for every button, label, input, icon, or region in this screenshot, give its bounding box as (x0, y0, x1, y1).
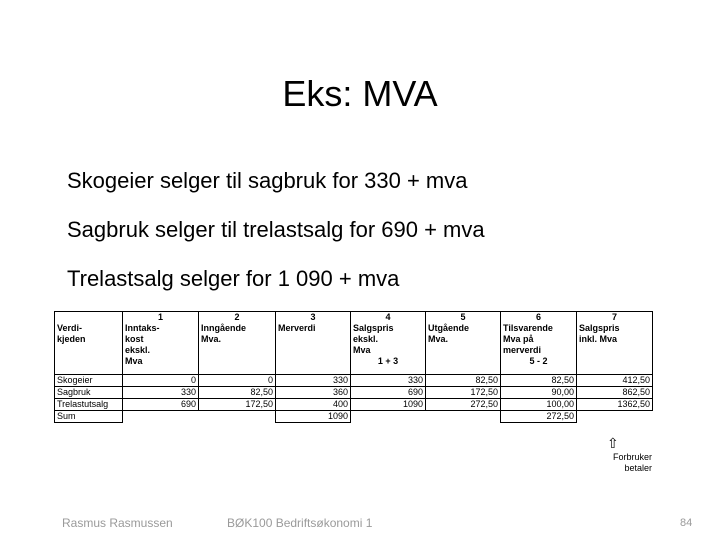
table-cell: 412,50 (577, 375, 653, 387)
table-cell: 1362,50 (577, 399, 653, 411)
header-cell-inngaende-mva: 2 Inngående Mva. (199, 312, 276, 375)
page-number: 84 (680, 517, 693, 529)
table-cell: 690 (351, 387, 426, 399)
table-cell: 272,50 (426, 399, 501, 411)
table-cell: 0 (123, 375, 199, 387)
header-cell-salgspris-inkl: 7 Salgspris inkl. Mva (577, 312, 653, 375)
table-cell: 82,50 (501, 375, 577, 387)
row-label: Sagbruk (55, 387, 123, 399)
table-cell: 400 (276, 399, 351, 411)
table-cell: 0 (199, 375, 276, 387)
table-cell: 690 (123, 399, 199, 411)
header-cell-salgspris-ekskl: 4 Salgspris ekskl. Mva 1 + 3 (351, 312, 426, 375)
sum-mva: 272,50 (501, 411, 577, 423)
bullet-item: Sagbruk selger til trelastsalg for 690 + mva (67, 217, 485, 242)
table-cell: 360 (276, 387, 351, 399)
footer-course: BØK100 Bedriftsøkonomi 1 (227, 516, 373, 530)
consumer-note: Forbruker betaler (612, 452, 652, 473)
bullet-list (67, 166, 485, 313)
table-row (55, 399, 653, 411)
table-cell: 82,50 (426, 375, 501, 387)
row-label: Trelastutsalg (55, 399, 123, 411)
table-cell: 90,00 (501, 387, 577, 399)
table-header-row (55, 312, 653, 375)
vat-table (54, 311, 653, 423)
sum-label: Sum (55, 411, 123, 423)
up-arrow-icon: ⇧ (607, 435, 619, 451)
table-cell: 82,50 (199, 387, 276, 399)
bullet-item: Trelastsalg selger for 1 090 + mva (67, 266, 400, 291)
sum-merverdi: 1090 (276, 411, 351, 423)
header-cell-verdikjeden: Verdi- kjeden (55, 312, 123, 375)
table-cell: 1090 (351, 399, 426, 411)
header-cell-inntakskost: 1 Inntaks- kost ekskl. Mva (123, 312, 199, 375)
row-label: Skogeier (55, 375, 123, 387)
bullet-item: Skogeier selger til sagbruk for 330 + mva (67, 168, 468, 193)
header-cell-tilsvarende-mva: 6 Tilsvarende Mva på merverdi 5 - 2 (501, 312, 577, 375)
table-cell: 172,50 (199, 399, 276, 411)
table-sum-row (55, 411, 653, 423)
header-cell-merverdi: 3 Merverdi (276, 312, 351, 375)
header-cell-utgaende-mva: 5 Utgående Mva. (426, 312, 501, 375)
table-cell: 330 (351, 375, 426, 387)
table-cell: 330 (276, 375, 351, 387)
slide-title: Eks: MVA (282, 73, 438, 114)
table-cell: 172,50 (426, 387, 501, 399)
table-cell: 330 (123, 387, 199, 399)
table-cell: 100,00 (501, 399, 577, 411)
table-row (55, 387, 653, 399)
footer-author: Rasmus Rasmussen (62, 516, 173, 530)
table-row (55, 375, 653, 387)
table-cell: 862,50 (577, 387, 653, 399)
